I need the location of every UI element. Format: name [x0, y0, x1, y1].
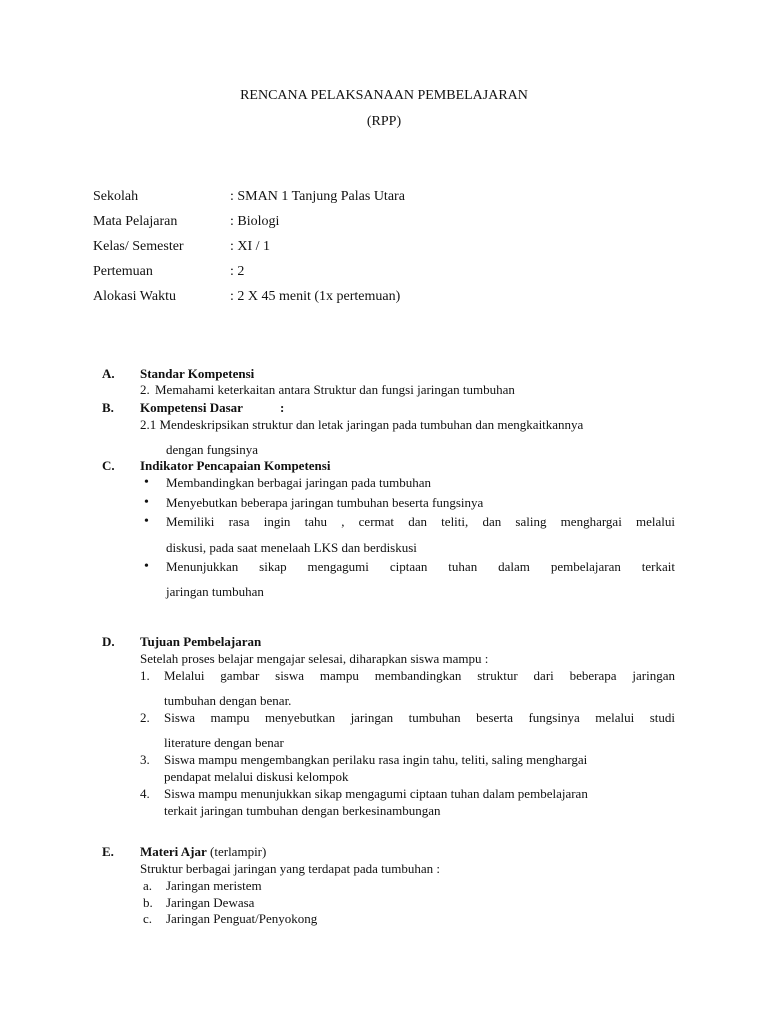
- section-d-letter: D.: [102, 634, 115, 649]
- section-e-heading: Materi Ajar: [140, 844, 207, 859]
- identity-label-mata-pelajaran: Mata Pelajaran: [93, 214, 178, 229]
- section-e-intro: Struktur berbagai jaringan yang terdapat pada tumbuhan :: [140, 861, 440, 876]
- identity-value-sekolah: : SMAN 1 Tanjung Palas Utara: [230, 189, 405, 204]
- objective-1-line1: Melalui gambar siswa mampu membandingkan struktur dari beberapa jaringan: [164, 668, 675, 683]
- objective-number-1: 1.: [140, 668, 150, 683]
- bullet-icon: •: [144, 495, 149, 510]
- section-c-heading: Indikator Pencapaian Kompetensi: [140, 458, 331, 473]
- section-a-item-text: Memahami keterkaitan antara Struktur dan fungsi jaringan tumbuhan: [155, 382, 515, 397]
- objective-3-line1: Siswa mampu mengembangkan perilaku rasa ingin tahu, teliti, saling menghargai: [164, 752, 588, 767]
- bullet-icon: •: [144, 514, 149, 529]
- material-item-c: Jaringan Penguat/Penyokong: [166, 911, 318, 926]
- material-item-a: Jaringan meristem: [166, 878, 262, 893]
- section-a-heading: Standar Kompetensi: [140, 366, 255, 381]
- objective-number-2: 2.: [140, 710, 150, 725]
- section-a-letter: A.: [102, 366, 115, 381]
- objective-number-3: 3.: [140, 752, 150, 767]
- material-item-b: Jaringan Dewasa: [166, 895, 255, 910]
- objective-number-4: 4.: [140, 786, 150, 801]
- bullet-icon: •: [144, 559, 149, 574]
- section-b-colon: :: [280, 400, 285, 415]
- section-a-item-number: 2.: [140, 382, 150, 397]
- section-b-line2: dengan fungsinya: [166, 442, 259, 457]
- section-e-heading-line: [140, 844, 266, 860]
- indicator-item-3-line1: Memiliki rasa ingin tahu , cermat dan teliti, dan saling menghargai melalui: [166, 514, 675, 529]
- section-d-heading: Tujuan Pembelajaran: [140, 634, 262, 649]
- identity-label-pertemuan: Pertemuan: [93, 264, 153, 279]
- identity-label-alokasi-waktu: Alokasi Waktu: [93, 289, 176, 304]
- objective-2-line2: literature dengan benar: [164, 735, 284, 750]
- section-d-intro: Setelah proses belajar mengajar selesai, diharapkan siswa mampu :: [140, 651, 489, 666]
- material-letter-b: b.: [143, 895, 153, 910]
- section-b-letter: B.: [102, 400, 114, 415]
- section-e-letter: E.: [102, 844, 114, 859]
- indicator-item-4-line1: Menunjukkan sikap mengagumi ciptaan tuhan dalam pembelajaran terkait: [166, 559, 675, 574]
- section-b-line1: 2.1 Mendeskripsikan struktur dan letak jaringan pada tumbuhan dan mengkaitkannya: [140, 417, 584, 432]
- objective-3-line2: pendapat melalui diskusi kelompok: [164, 769, 349, 784]
- material-letter-c: c.: [143, 911, 153, 926]
- objective-1-line2: tumbuhan dengan benar.: [164, 693, 292, 708]
- bullet-icon: •: [144, 475, 149, 490]
- document-title: RENCANA PELAKSANAAN PEMBELAJARAN: [240, 88, 528, 103]
- identity-label-sekolah: Sekolah: [93, 189, 139, 204]
- indicator-item-2: Menyebutkan beberapa jaringan tumbuhan beserta fungsinya: [166, 495, 484, 510]
- indicator-item-4-line2: jaringan tumbuhan: [166, 584, 264, 599]
- identity-label-kelas: Kelas/ Semester: [93, 239, 184, 254]
- indicator-item-1: Membandingkan berbagai jaringan pada tumbuhan: [166, 475, 431, 490]
- section-b-heading: Kompetensi Dasar: [140, 400, 243, 415]
- identity-value-alokasi-waktu: : 2 X 45 menit (1x pertemuan): [230, 289, 401, 304]
- section-e-heading-suffix: (terlampir): [210, 844, 267, 859]
- identity-value-pertemuan: : 2: [230, 264, 245, 279]
- section-c-letter: C.: [102, 458, 115, 473]
- document-subtitle: (RPP): [366, 114, 402, 129]
- objective-4-line2: terkait jaringan tumbuhan dengan berkesinambungan: [164, 803, 441, 818]
- objective-4-line1: Siswa mampu menunjukkan sikap mengagumi ciptaan tuhan dalam pembelajaran: [164, 786, 588, 801]
- objective-2-line1: Siswa mampu menyebutkan jaringan tumbuhan beserta fungsinya melalui studi: [164, 710, 675, 725]
- indicator-item-3-line2: diskusi, pada saat menelaah LKS dan berdiskusi: [166, 540, 417, 555]
- identity-value-kelas: : XI / 1: [230, 239, 271, 254]
- material-letter-a: a.: [143, 878, 153, 893]
- identity-value-mata-pelajaran: : Biologi: [230, 214, 280, 229]
